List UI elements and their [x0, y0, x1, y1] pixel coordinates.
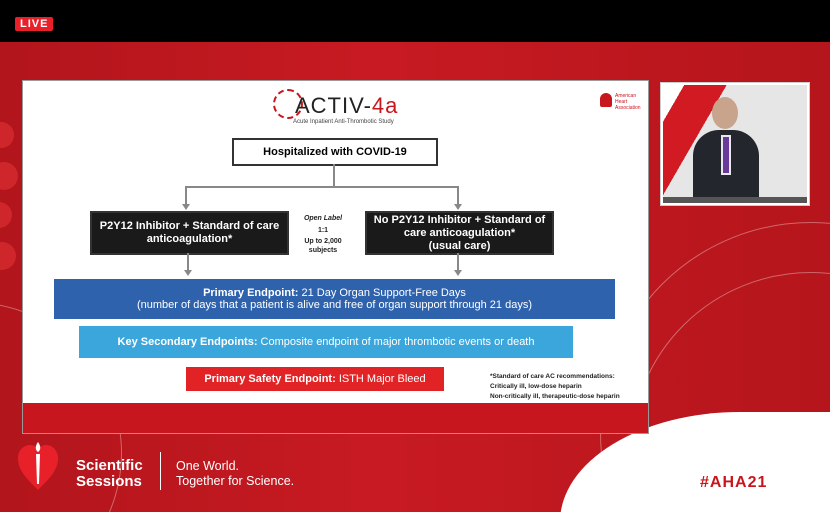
footnote-line: Critically ill, low-dose heparin [490, 383, 582, 390]
tagline-line: One World. [176, 459, 239, 473]
open-label-text: Open Label [303, 215, 343, 222]
arm-usual-care-sub: (usual care) [428, 239, 491, 252]
secondary-endpoint-band [79, 326, 573, 358]
arrow-down-icon [184, 270, 192, 276]
primary-endpoint-text: 21 Day Organ Support-Free Days [298, 287, 466, 299]
brand-name-line: Sessions [76, 473, 142, 490]
primary-endpoint-label: Primary Endpoint: [203, 287, 299, 299]
footnote-line: *Standard of care AC recommendations: [490, 373, 615, 380]
arm-p2y12-box: P2Y12 Inhibitor + Standard of care anticoagulation* [90, 211, 289, 255]
speaker-head [712, 97, 738, 129]
arm-usual-care-box [365, 211, 554, 255]
logo-prefix: ACTIV- [295, 93, 372, 118]
connector-line [457, 186, 459, 205]
safety-endpoint-band [186, 367, 444, 391]
brand-divider [160, 452, 161, 490]
top-bar [0, 0, 830, 42]
secondary-endpoint-text: Composite endpoint of major thrombotic events or death [257, 336, 535, 348]
speaker-tie [723, 137, 729, 173]
event-hashtag: #AHA21 [700, 474, 768, 491]
primary-endpoint-band [54, 279, 615, 319]
aha-heart-torch-icon [16, 438, 60, 492]
decor-blob [0, 122, 14, 148]
safety-endpoint-text: ISTH Major Bleed [335, 373, 426, 385]
live-badge: LIVE [15, 17, 53, 31]
hospitalized-box: Hospitalized with COVID-19 [232, 138, 438, 166]
connector-line [185, 186, 459, 188]
safety-endpoint-label: Primary Safety Endpoint: [204, 373, 336, 385]
heart-torch-icon [600, 93, 612, 107]
connector-line [185, 186, 187, 205]
slide-footer-bar [23, 403, 648, 433]
presentation-slide [22, 80, 649, 434]
arrow-down-icon [454, 270, 462, 276]
decor-blob [0, 162, 18, 190]
brand-name-line: Scientific [76, 457, 143, 474]
connector-line [333, 164, 335, 187]
aha-slide-logo [600, 91, 640, 111]
randomization-info [293, 213, 353, 255]
logo-suffix: 4a [371, 93, 399, 118]
scientific-sessions-branding [16, 438, 346, 498]
logo-subtitle: Acute Inpatient Anti-Thrombotic Study [293, 119, 394, 125]
activ4a-logo [273, 89, 403, 129]
primary-endpoint-sub: (number of days that a patient is alive and free of organ support through 21 days) [136, 299, 533, 311]
speaker-camera [660, 82, 810, 206]
arrow-down-icon [454, 204, 462, 210]
subjects-text: Up to 2,000 subjects [304, 238, 342, 254]
decor-blob [0, 242, 16, 270]
connector-line [187, 253, 189, 271]
arrow-down-icon [182, 204, 190, 210]
aha-logo-text: American Heart Association [615, 93, 641, 111]
footnote [490, 372, 620, 402]
podium [663, 197, 807, 203]
arm-usual-care-text: No P2Y12 Inhibitor + Standard of care anticoagulation* [373, 213, 546, 239]
ratio-text: 1:1 [317, 227, 329, 234]
footnote-line: Non-critically ill, therapeutic-dose heparin [490, 393, 620, 400]
tagline-line: Together for Science. [176, 474, 295, 488]
decor-blob [0, 202, 12, 228]
secondary-endpoint-label: Key Secondary Endpoints: [117, 336, 258, 348]
connector-line [457, 253, 459, 271]
